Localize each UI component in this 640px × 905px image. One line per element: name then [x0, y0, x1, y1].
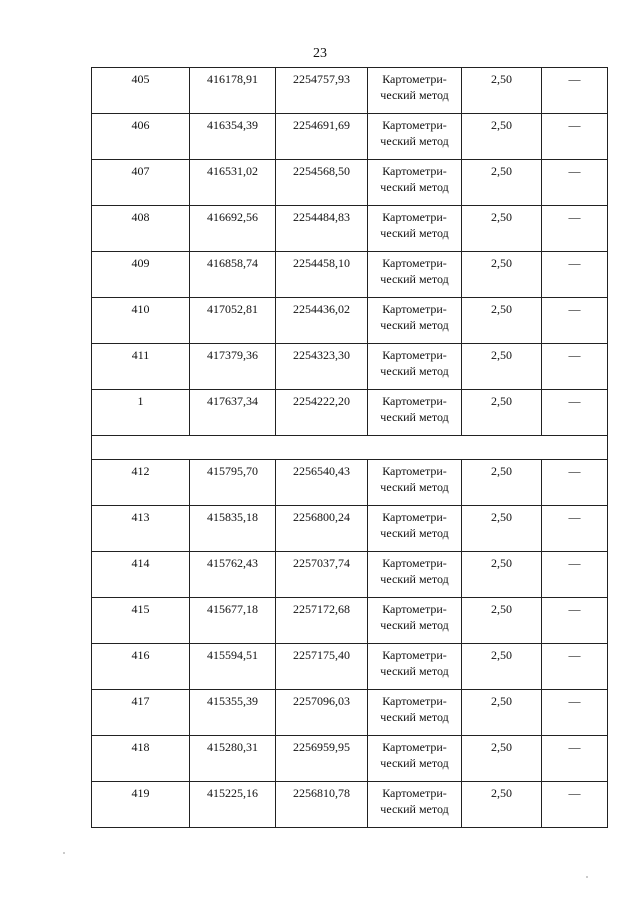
cell-error: 2,50	[462, 644, 542, 690]
cell-x-coordinate: 416178,91	[190, 68, 276, 114]
cell-method: Картометри-ческий метод	[368, 344, 462, 390]
cell-method: Картометри-ческий метод	[368, 506, 462, 552]
cell-point-number: 418	[92, 736, 190, 782]
cell-note: —	[542, 160, 608, 206]
cell-note: —	[542, 552, 608, 598]
cell-error: 2,50	[462, 460, 542, 506]
table-row	[92, 552, 608, 598]
table-row	[92, 298, 608, 344]
cell-method: Картометри-ческий метод	[368, 736, 462, 782]
cell-note: —	[542, 690, 608, 736]
cell-x-coordinate: 416858,74	[190, 252, 276, 298]
cell-error: 2,50	[462, 68, 542, 114]
cell-error: 2,50	[462, 298, 542, 344]
cell-x-coordinate: 417052,81	[190, 298, 276, 344]
cell-error: 2,50	[462, 114, 542, 160]
cell-method: Картометри-ческий метод	[368, 644, 462, 690]
table-row	[92, 460, 608, 506]
cell-point-number: 414	[92, 552, 190, 598]
table-row	[92, 690, 608, 736]
cell-y-coordinate: 2254757,93	[276, 68, 368, 114]
table-row	[92, 390, 608, 436]
cell-x-coordinate: 415762,43	[190, 552, 276, 598]
cell-note: —	[542, 68, 608, 114]
cell-error: 2,50	[462, 736, 542, 782]
cell-point-number: 1	[92, 390, 190, 436]
cell-x-coordinate: 415280,31	[190, 736, 276, 782]
cell-error: 2,50	[462, 782, 542, 828]
cell-y-coordinate: 2256540,43	[276, 460, 368, 506]
cell-error: 2,50	[462, 252, 542, 298]
cell-x-coordinate: 415677,18	[190, 598, 276, 644]
cell-x-coordinate: 416354,39	[190, 114, 276, 160]
table-row	[92, 736, 608, 782]
cell-method: Картометри-ческий метод	[368, 298, 462, 344]
cell-x-coordinate: 415795,70	[190, 460, 276, 506]
cell-method: Картометри-ческий метод	[368, 206, 462, 252]
cell-error: 2,50	[462, 598, 542, 644]
cell-point-number: 413	[92, 506, 190, 552]
cell-error: 2,50	[462, 344, 542, 390]
table-row	[92, 598, 608, 644]
cell-x-coordinate: 417379,36	[190, 344, 276, 390]
cell-note: —	[542, 298, 608, 344]
cell-error: 2,50	[462, 390, 542, 436]
cell-y-coordinate: 2257172,68	[276, 598, 368, 644]
cell-x-coordinate: 415225,16	[190, 782, 276, 828]
cell-y-coordinate: 2254323,30	[276, 344, 368, 390]
cell-note: —	[542, 598, 608, 644]
cell-note: —	[542, 252, 608, 298]
table-row	[92, 160, 608, 206]
cell-point-number: 408	[92, 206, 190, 252]
cell-y-coordinate: 2257096,03	[276, 690, 368, 736]
cell-point-number: 417	[92, 690, 190, 736]
cell-y-coordinate: 2257037,74	[276, 552, 368, 598]
cell-note: —	[542, 206, 608, 252]
cell-point-number: 416	[92, 644, 190, 690]
contour-separator-row	[92, 436, 608, 460]
cell-method: Картометри-ческий метод	[368, 114, 462, 160]
table-row	[92, 68, 608, 114]
cell-x-coordinate: 416692,56	[190, 206, 276, 252]
table-row	[92, 114, 608, 160]
cell-error: 2,50	[462, 552, 542, 598]
cell-error: 2,50	[462, 206, 542, 252]
cell-point-number: 406	[92, 114, 190, 160]
page-number: 23	[313, 46, 327, 61]
cell-y-coordinate: 2257175,40	[276, 644, 368, 690]
cell-y-coordinate: 2254436,02	[276, 298, 368, 344]
cell-note: —	[542, 736, 608, 782]
cell-method: Картометри-ческий метод	[368, 252, 462, 298]
cell-error: 2,50	[462, 690, 542, 736]
cell-point-number: 411	[92, 344, 190, 390]
cell-note: —	[542, 506, 608, 552]
cell-method: Картометри-ческий метод	[368, 690, 462, 736]
table-row	[92, 506, 608, 552]
cell-y-coordinate: 2254568,50	[276, 160, 368, 206]
cell-point-number: 419	[92, 782, 190, 828]
coordinates-table-body	[92, 68, 608, 828]
table-row	[92, 644, 608, 690]
cell-point-number: 409	[92, 252, 190, 298]
table-row	[92, 252, 608, 298]
coordinates-table	[91, 67, 608, 828]
cell-note: —	[542, 644, 608, 690]
cell-note: —	[542, 114, 608, 160]
cell-x-coordinate: 417637,34	[190, 390, 276, 436]
cell-method: Картометри-ческий метод	[368, 552, 462, 598]
cell-y-coordinate: 2254691,69	[276, 114, 368, 160]
cell-y-coordinate: 2254458,10	[276, 252, 368, 298]
scan-speck	[63, 852, 65, 854]
cell-error: 2,50	[462, 160, 542, 206]
cell-note: —	[542, 782, 608, 828]
cell-method: Картометри-ческий метод	[368, 782, 462, 828]
cell-note: —	[542, 344, 608, 390]
cell-x-coordinate: 415835,18	[190, 506, 276, 552]
cell-note: —	[542, 460, 608, 506]
cell-note: —	[542, 390, 608, 436]
cell-method: Картометри-ческий метод	[368, 390, 462, 436]
table-row	[92, 344, 608, 390]
cell-y-coordinate: 2254484,83	[276, 206, 368, 252]
cell-method: Картометри-ческий метод	[368, 460, 462, 506]
cell-x-coordinate: 416531,02	[190, 160, 276, 206]
cell-point-number: 410	[92, 298, 190, 344]
cell-method: Картометри-ческий метод	[368, 160, 462, 206]
cell-method: Картометри-ческий метод	[368, 68, 462, 114]
cell-error: 2,50	[462, 506, 542, 552]
table-row	[92, 782, 608, 828]
table-row	[92, 206, 608, 252]
cell-y-coordinate: 2256800,24	[276, 506, 368, 552]
scan-speck	[586, 876, 588, 878]
cell-point-number: 415	[92, 598, 190, 644]
cell-point-number: 407	[92, 160, 190, 206]
cell-y-coordinate: 2256959,95	[276, 736, 368, 782]
cell-y-coordinate: 2256810,78	[276, 782, 368, 828]
separator-cell	[92, 436, 608, 460]
cell-x-coordinate: 415355,39	[190, 690, 276, 736]
cell-y-coordinate: 2254222,20	[276, 390, 368, 436]
cell-x-coordinate: 415594,51	[190, 644, 276, 690]
cell-point-number: 412	[92, 460, 190, 506]
cell-method: Картометри-ческий метод	[368, 598, 462, 644]
cell-point-number: 405	[92, 68, 190, 114]
